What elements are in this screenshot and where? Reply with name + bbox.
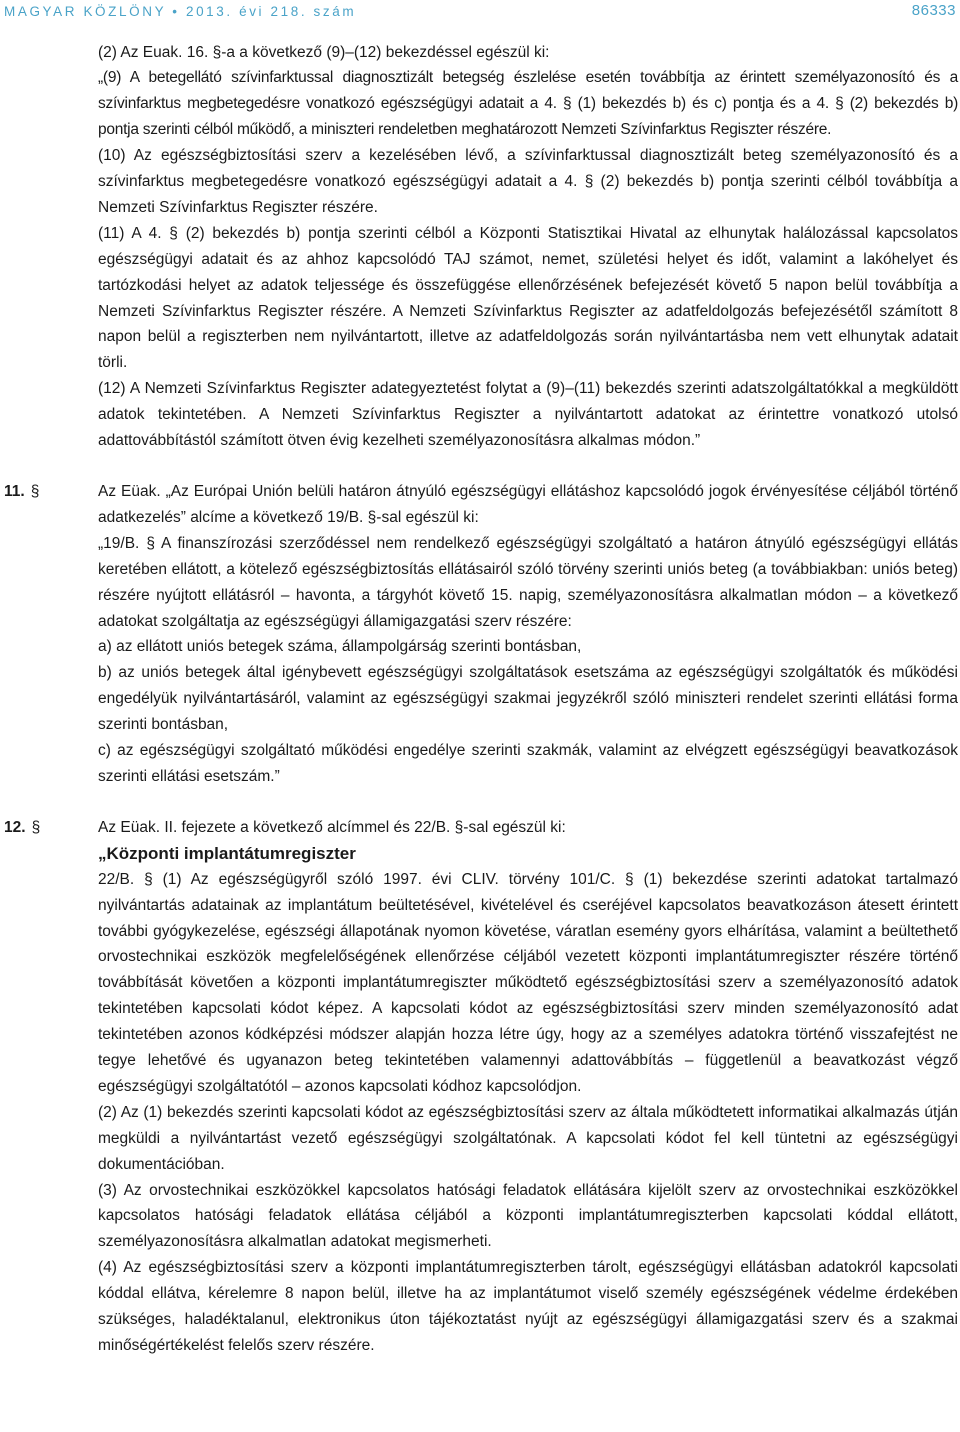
paragraph-11: (11) A 4. § (2) bekezdés b) pontja szerinti célból a Központi Statisztikai Hivatal az elhunytak halálozással kapcsolatos egészségügyi adatait és az ahhoz kapcsolódó TAJ számot, nemet, születési helyet és időt, valamint a lakóhelyet és tartózkodási helyet az adatok teljessége és összefüggése ellenőrzésének befejezését követő 5 napon belül továbbítja a Nemzeti Szívinfarktus Regiszter részére. A Nemzeti Szívinfarktus Regiszter az adatfeldolgozás befejezésétől számított 8 napon belül a regiszterben nem nyilvántartott, illetve az adatfeldolgozás során nyilvántartásba nem vett elhunytak adatait törli.: [98, 224, 958, 372]
section-12-number: 12. §: [4, 818, 41, 836]
document-body: [4, 40, 958, 1359]
section-22b-para-1: 22/B. § (1) Az egészségügyről szóló 1997. évi CLIV. törvény 101/C. § (1) bekezdése szerinti adatokat tartalmazó nyilvántartás adatainak az implantátum beültetésével, kivételével és cseréjével kapcsolatos beavatkozáson átesett érintett további gyógykezelése, egészségi állapotának nyomon követése, váratlan esemény gyors elhárítása, valamint a beültethető orvostechnikai eszközök megfelelőségének ellenőrzése céljából vezetett központi implantátumregiszter részére történő továbbítását követően a központi implantátumregiszter működtető egészségbiztosítási szerv a személyazonosító adatok tekintetében kapcsolati kódot képez. A kapcsolati kódot az egészségbiztosítási szerv minden személyazonosító adat tekintetében azonos kódképzési módszer alapján hozza létre úgy, hogy az a személyes adatokra történő visszafejtést ne tegye lehetővé és ugyanazon beteg tekintetében valamennyi adattovábbítás – függetlenül a beavatkozást végző egészségügyi szolgáltatótól – azonos kapcsolati kódhoz kapcsolódjon.: [98, 870, 958, 1095]
section-19b-point-a: a) az ellátott uniós betegek száma, állampolgárság szerinti bontásban,: [98, 638, 582, 656]
section-22b-para-3: (3) Az orvostechnikai eszközökkel kapcsolatos hatósági feladatok ellátására kijelölt szerv az orvostechnikai eszközökkel kapcsolatos hatósági feladatok ellátása céljából a központi implantátumregiszterben kapcsolati kóddal ellátott, személyazonosításra alkalmatlan adatokat megismerheti.: [98, 1181, 958, 1251]
section-22b-para-4: (4) Az egészségbiztosítási szerv a központi implantátumregiszterben tárolt, egészségügyi ellátásban adatokról kapcsolati kóddal ellátva, kérelemre 8 napon belül, illetve ha az implantátumot viselő személy egészségének védelme érdekében szükséges, haladéktalanul, elektronikus úton tájékoztatást nyújt az egészségügyi államigazgatási szerv és a szakmai minőségértékelést felelős szerv részére.: [98, 1259, 958, 1354]
section-11: [4, 479, 958, 790]
section-11-intro: Az Eüak. „Az Európai Unión belüli határon átnyúló egészségügyi ellátáshoz kapcsolódó jogok érvényesítése céljából történő adatkezelés” alcíme a következő 19/B. §-sal egészül ki:: [98, 483, 958, 526]
section-19b-point-b: b) az uniós betegek által igénybevett egészségügyi szolgáltatások esetszáma az egészségügyi szolgáltatók és működési engedélyük nyilvántartásáról, valamint az egészségügyi szakmai jegyzékről szóló miniszteri rendelet szerinti ellátási forma szerinti bontásban,: [98, 664, 958, 734]
section-19b-point-c: c) az egészségügyi szolgáltató működési engedélye szerinti szakmák, valamint az elvégzett egészségügyi beavatkozások szerinti ellátási esetszám.”: [98, 742, 958, 785]
page-number: 86333: [911, 2, 956, 19]
section-11-number: 11. §: [4, 483, 40, 500]
amendment-intro: (2) Az Euak. 16. §-a a következő (9)–(12) bekezdéssel egészül ki:: [98, 43, 550, 61]
publication-title: MAGYAR KÖZLÖNY • 2013. évi 218. szám: [4, 4, 357, 19]
section-22b-para-2: (2) Az (1) bekezdés szerinti kapcsolati kódot az egészségbiztosítási szerv az általa működtetett informatikai alkalmazás útján megküldi a nyilvántartást vezető egészségügyi szolgáltatónak. A kapcsolati kódot fel kell tüntetni az egészségügyi dokumentációban.: [98, 1103, 958, 1173]
subtitle-implant-register: „Központi implantátumregiszter: [98, 843, 356, 863]
paragraph-10: (10) Az egészségbiztosítási szerv a kezelésében lévő, a szívinfarktussal diagnosztizált beteg személyazonosító és a szívinfarktus megbetegedésre vonatkozó egészségügyi adatait a 4. § (2) bekezdés b) pontja szerinti célból továbbítja a Nemzeti Szívinfarktus Regiszter részére.: [98, 147, 958, 216]
page-header: [0, 0, 960, 24]
section-19b-text: „19/B. § A finanszírozási szerződéssel nem rendelkező egészségügyi szolgáltató a határon átnyúló egészségügyi ellátás keretében ellátott, a kötelező egészségbiztosítás ellátásairól szóló törvény szerinti uniós beteg (a továbbiakban: uniós beteg) részére nyújtott ellátásról – havonta, a tárgyhót követő 15. napig, személyazonosításra alkalmatlan módon – a következő adatokat szolgáltatja az egészségügyi államigazgatási szerv részére:: [98, 534, 958, 630]
section-12-intro: Az Eüak. II. fejezete a következő alcímmel és 22/B. §-sal egészül ki:: [98, 818, 566, 836]
paragraph-9: „(9) A betegellátó szívinfarktussal diagnosztizált betegség észlelése esetén továbbítja az érintett személyazonosító és a szívinfarktus megbetegedésre vonatkozó egészségügyi adatait a 4. § (1) bekezdés b) és c) pontja és a 4. § (2) bekezdés b) pontja szerinti célból működő, a miniszteri rendeletben meghatározott Nemzeti Szívinfarktus Regiszter részére.: [98, 69, 958, 139]
section-12: [4, 815, 958, 1359]
paragraph-12: (12) A Nemzeti Szívinfarktus Regiszter adategyeztetést folytat a (9)–(11) bekezdés szerinti adatszolgáltatókkal a megküldött adatok tekintetében. A Nemzeti Szívinfarktus Regiszter a nyilvántartott adatokat az érintettre vonatkozó utolsó adattovábbítástól számított ötven évig kezelheti személyazonosításra alkalmas módon.”: [98, 380, 958, 450]
